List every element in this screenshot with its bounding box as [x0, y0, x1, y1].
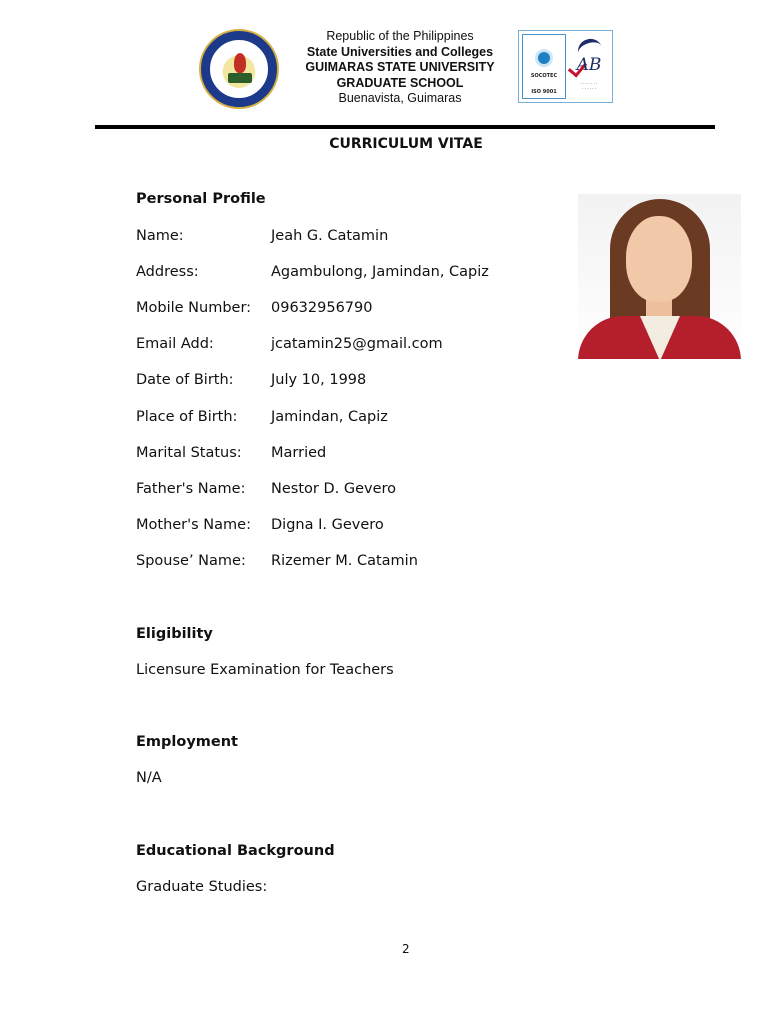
field-label-spouse: Spouse’ Name:: [136, 553, 246, 569]
profile-photo: [578, 194, 741, 359]
field-value-birthdate: July 10, 1998: [271, 372, 367, 388]
field-value-mobile: 09632956790: [271, 300, 373, 316]
jab-logo: AB · · · · · · · · · · · · ·: [568, 35, 610, 99]
field-value-mother: Digna I. Gevero: [271, 517, 384, 533]
letterhead-republic: Republic of the Philippines: [326, 29, 474, 43]
letterhead: [282, 29, 518, 107]
field-value-father: Nestor D. Gevero: [271, 481, 397, 497]
socotec-logo: SOCOTEC ISO 9001: [522, 34, 566, 99]
field-value-birthplace: Jamindan, Capiz: [271, 409, 388, 425]
field-value-marital-status: Married: [271, 445, 327, 461]
personal-profile-heading: Personal Profile: [136, 191, 266, 207]
education-heading: Educational Background: [136, 843, 335, 859]
field-label-email: Email Add:: [136, 336, 214, 352]
field-value-spouse: Rizemer M. Catamin: [271, 553, 418, 569]
field-value-email: jcatamin25@gmail.com: [271, 336, 443, 352]
field-label-birthplace: Place of Birth:: [136, 409, 238, 425]
university-seal-logo: [199, 29, 279, 109]
field-label-father: Father's Name:: [136, 481, 246, 497]
letterhead-location: Buenavista, Guimaras: [338, 91, 462, 105]
employment-text: N/A: [136, 770, 162, 786]
certification-logos: [518, 30, 613, 103]
field-label-name: Name:: [136, 228, 184, 244]
page-number: 2: [402, 942, 410, 956]
letterhead-suc: State Universities and Colleges: [306, 44, 494, 59]
field-label-mobile: Mobile Number:: [136, 300, 252, 316]
field-label-mother: Mother's Name:: [136, 517, 251, 533]
field-label-address: Address:: [136, 264, 199, 280]
employment-heading: Employment: [136, 734, 238, 750]
field-label-marital-status: Marital Status:: [136, 445, 242, 461]
document-title: CURRICULUM VITAE: [329, 136, 483, 152]
field-value-name: Jeah G. Catamin: [271, 228, 389, 244]
field-value-address: Agambulong, Jamindan, Capiz: [271, 264, 489, 280]
education-text: Graduate Studies:: [136, 879, 268, 895]
header-divider: [95, 125, 715, 129]
letterhead-university: GUIMARAS STATE UNIVERSITY: [305, 60, 495, 74]
field-label-birthdate: Date of Birth:: [136, 372, 234, 388]
eligibility-heading: Eligibility: [136, 626, 213, 642]
letterhead-school: GRADUATE SCHOOL: [336, 75, 464, 90]
eligibility-text: Licensure Examination for Teachers: [136, 662, 394, 678]
